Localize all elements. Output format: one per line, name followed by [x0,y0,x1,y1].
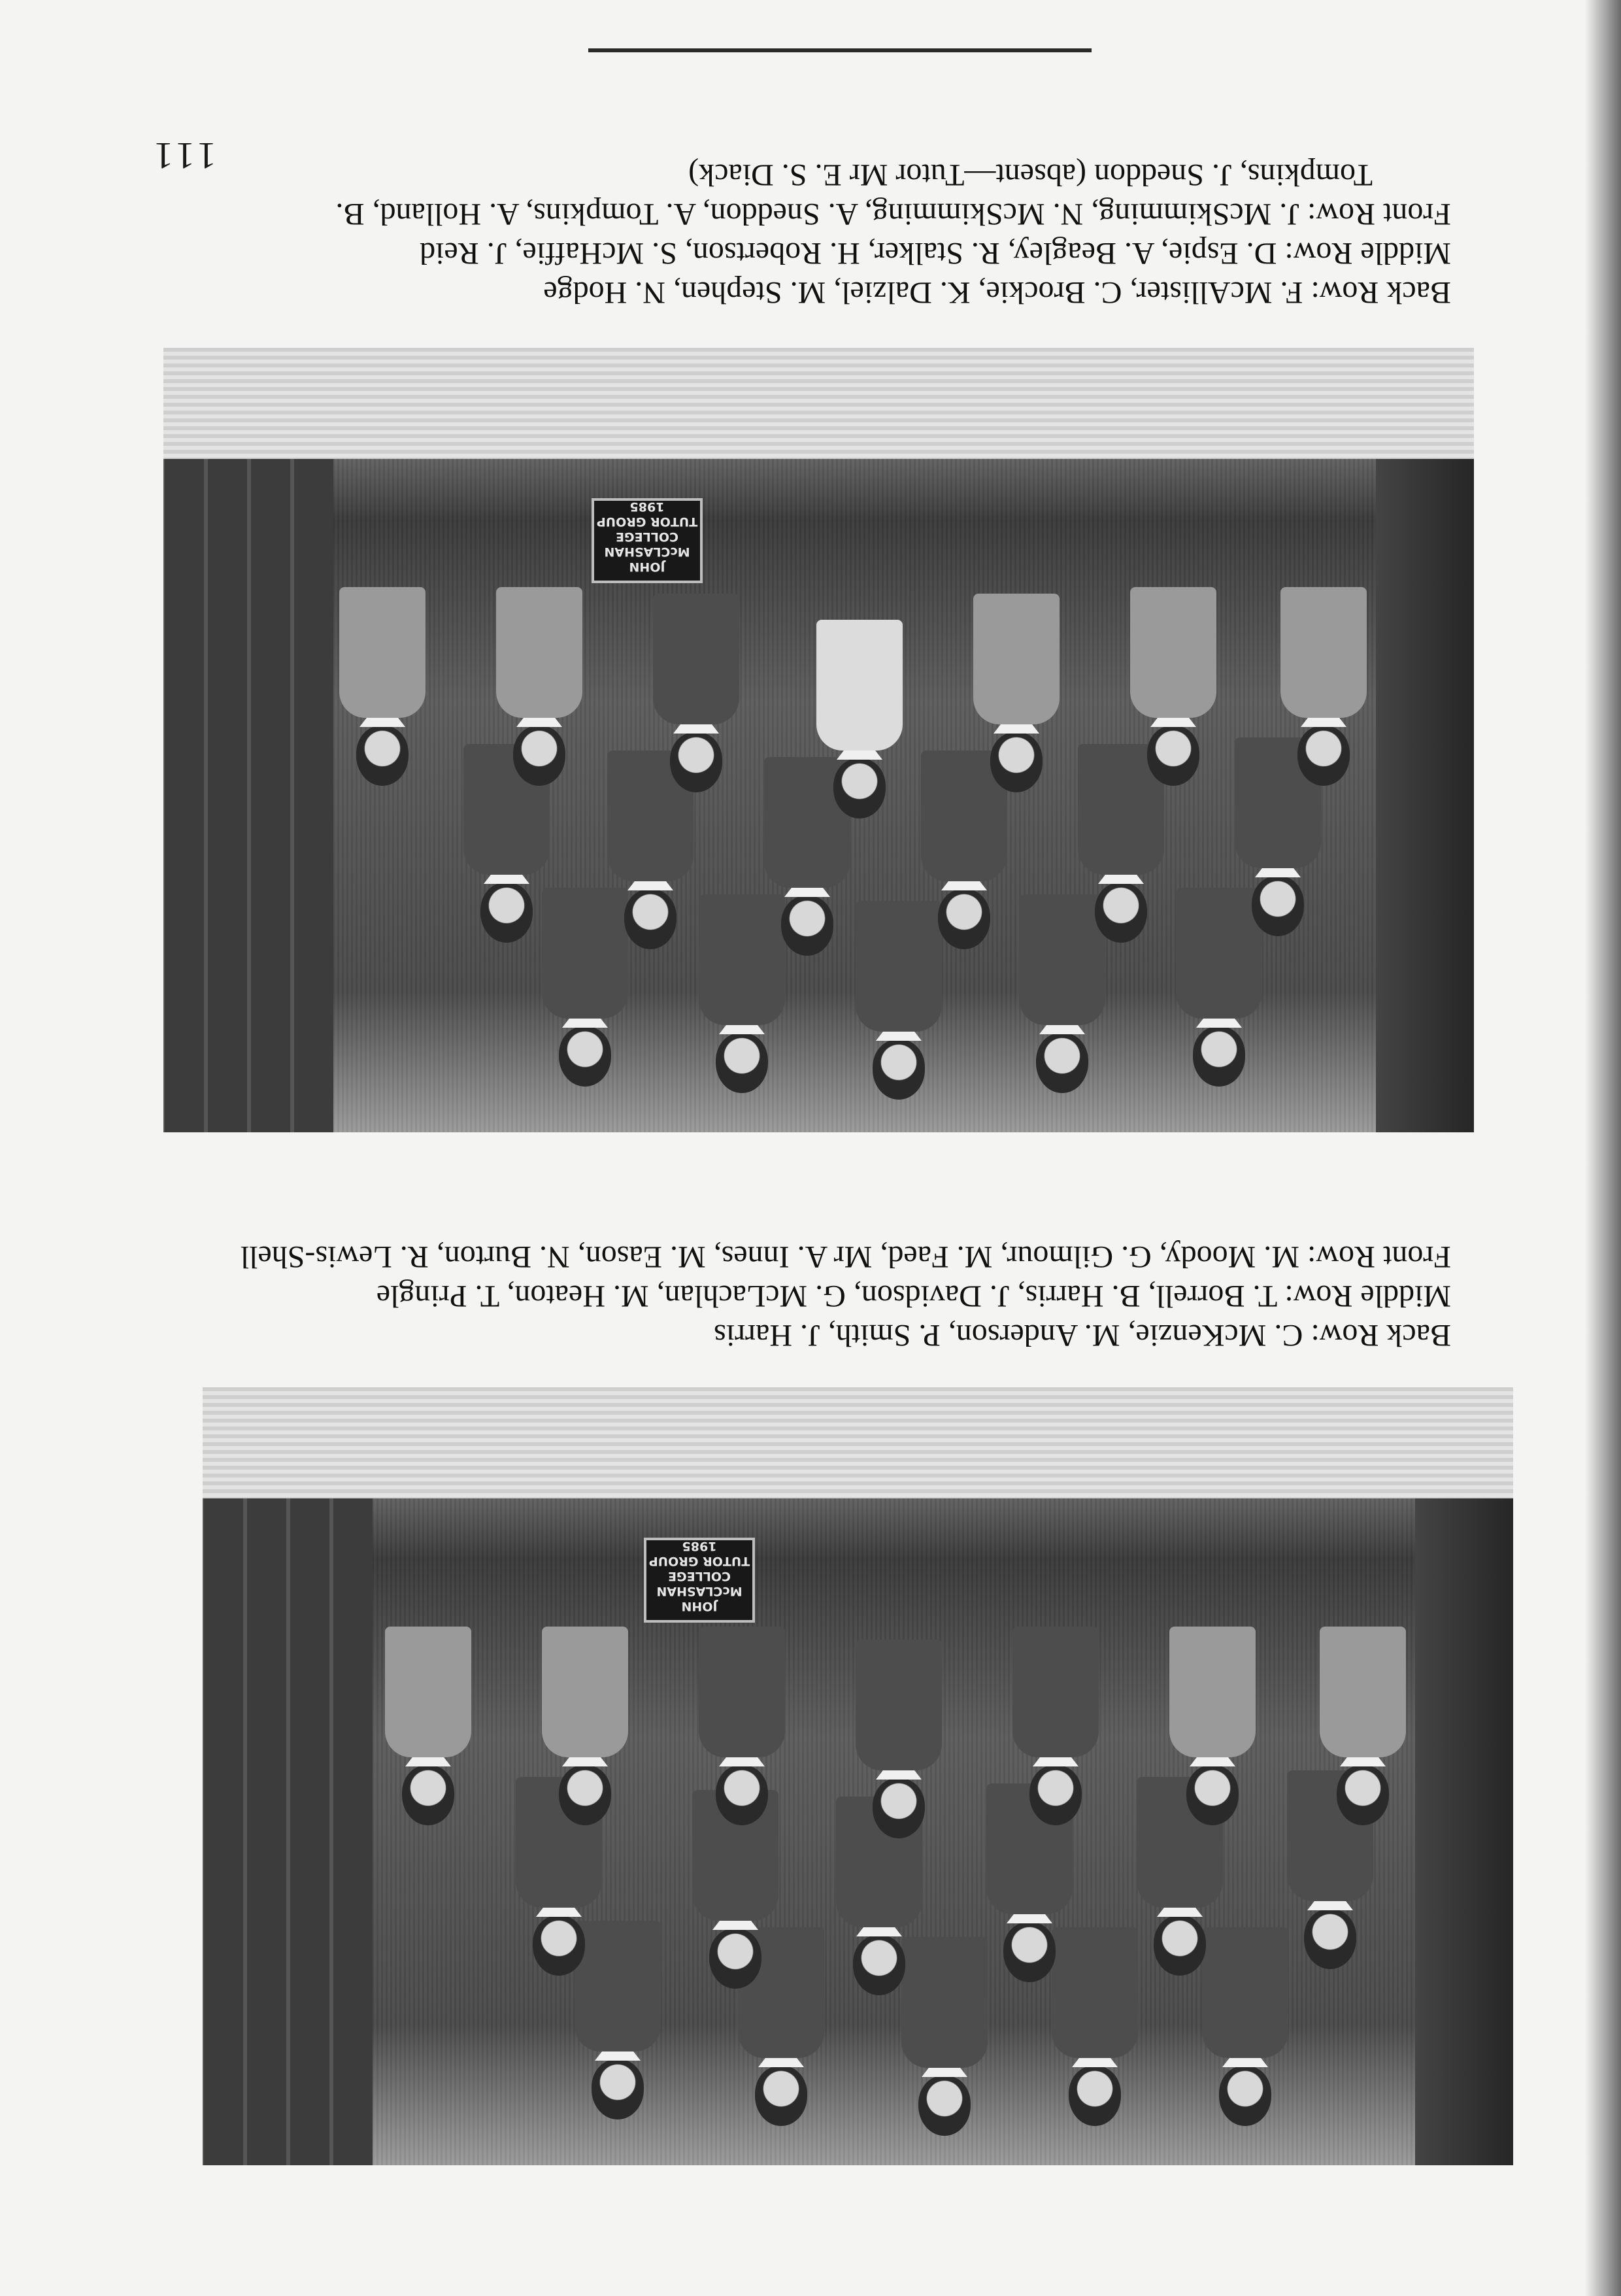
caption-front-row: Front Row: M. Moody, G. Gilmour, M. Faed, Mr A. Innes, M. Eason, N. Burton, R. Lewis-Shell [240,1240,1451,1274]
tutor-group-sign: JOHN McCLASHAN COLLEGE TUTOR GROUP 1985 [592,498,703,583]
caption-front-row: Front Row: J. McSkimming, N. McSkimming, A. Sneddon, A. Tompkins, A. Holland, B. Tompkins, J. Sneddon (absent—Tutor Mr E. S. Diack) [335,158,1451,231]
photo-floor [203,1387,1513,1498]
photo-wall [1415,1498,1513,2165]
tutor-group-sign: JOHN McCLASHAN COLLEGE TUTOR GROUP 1985 [644,1538,755,1623]
scanner-shadow [1585,0,1621,2296]
group-photo-lower [163,348,1474,1132]
caption-back-row: Back Row: F. McAllister, C. Brockie, K. Dalziel, M. Stephen, N. Hodge [543,275,1451,310]
photo-wall [1376,459,1474,1132]
page-number: 111 [150,135,216,177]
caption-middle-row: Middle Row: D. Espie, A. Beagley, R. Stalker, H. Robertson, S. McHaffie, J. Reid [420,236,1451,271]
caption-middle-row: Middle Row: T. Borrell, B. Harris, J. Davidson, G. McLachlan, M. Heaton, T. Pringle [376,1279,1451,1313]
photo-caption-upper [235,1237,1451,1355]
photo-floor [163,348,1474,459]
photo-door [203,1498,373,2165]
caption-back-row: Back Row: C. McKenzie, M. Anderson, P. Smith, J. Harris [714,1318,1451,1353]
group-photo-upper [203,1387,1513,2165]
photo-caption-lower [235,155,1451,312]
photo-door [163,459,333,1132]
scanner-edge-line [588,48,1092,52]
